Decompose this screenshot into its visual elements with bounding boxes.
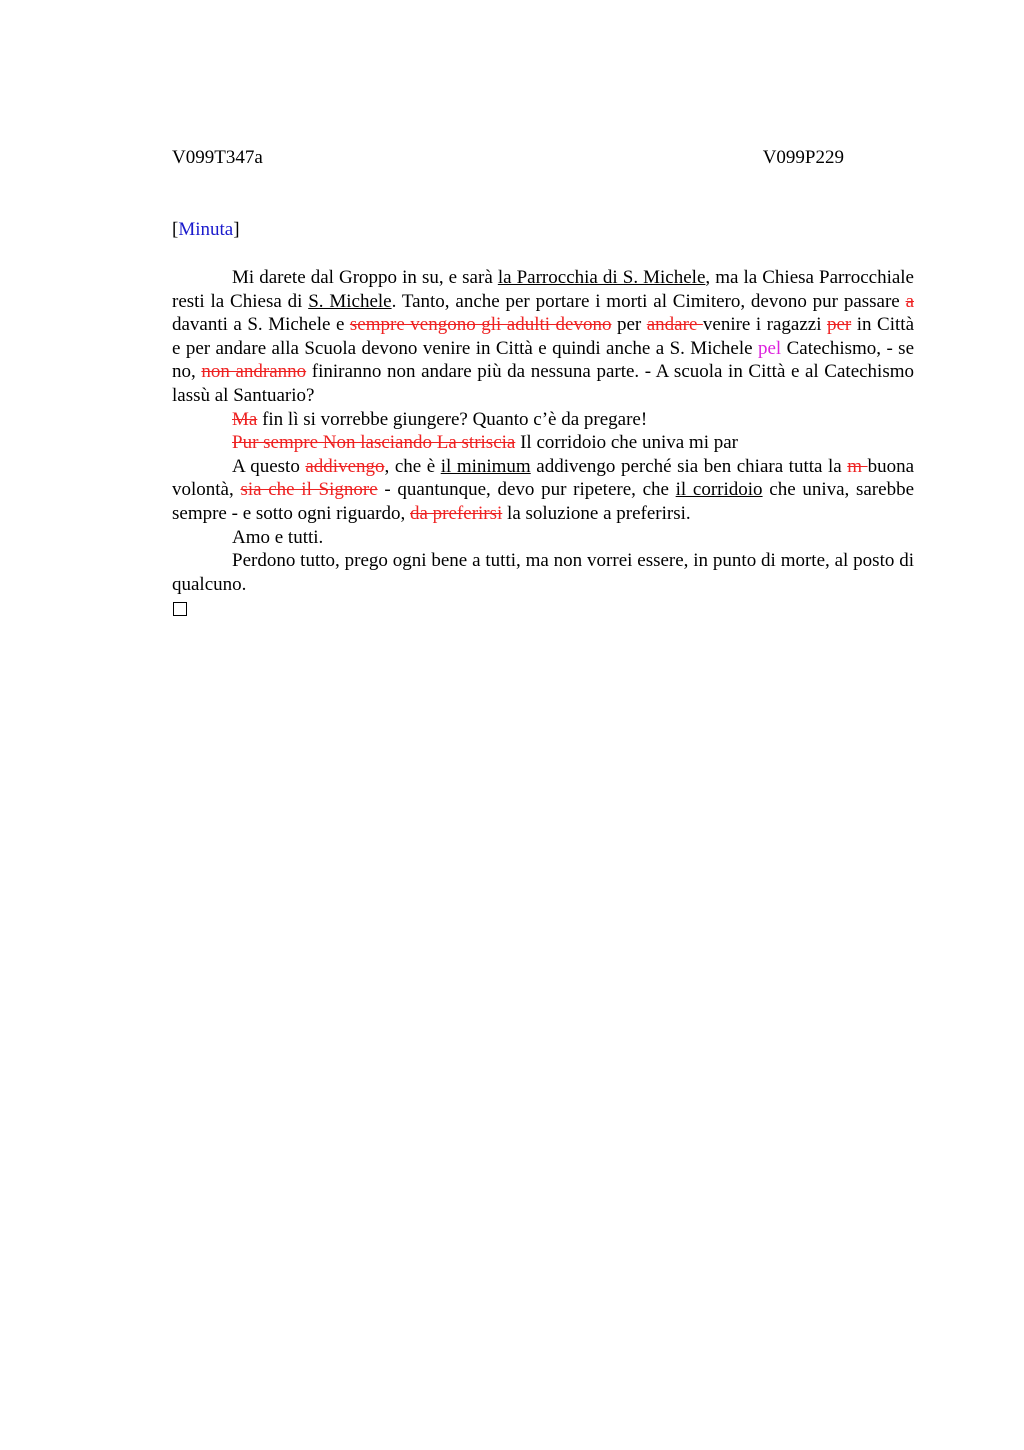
end-box-icon [173,602,187,616]
deleted-text: non andranno [201,361,307,383]
paragraph-2 [172,408,914,432]
text: buona volontà, [172,455,915,501]
text: , che è [384,455,441,477]
deleted-text: sia che il Signore [240,479,378,501]
text: , ma la Chiesa Parrocchiale resti la Chiesa di [172,267,914,312]
deleted-text: per [827,314,852,336]
deleted-text: da preferirsi [409,502,503,524]
text: per [611,314,647,336]
paragraph-5 [172,526,914,550]
deleted-text: Pur sempre Non lasciando La striscia [232,432,516,454]
text: Amo e tutti. [232,526,324,548]
bracket-open: [ [172,219,179,240]
inserted-text: pel [757,337,782,359]
underlined-text: S. Michele [308,290,392,312]
text: - quantunque, devo pur ripetere, che [377,479,676,501]
text: Mi darete dal Groppo in su, e sarà [232,267,498,288]
document-code-right: V099P229 [762,147,844,168]
underlined-text: la Parrocchia di S. Michele [497,267,706,288]
deleted-text: m [847,455,868,477]
page-header [172,146,844,170]
text: addivengo perché sia ben chiara tutta la [530,455,848,477]
text: la soluzione a preferirsi. [502,502,691,524]
draft-label [172,218,240,242]
deleted-text: Ma [232,408,258,430]
paragraph-1 [172,266,914,408]
paragraph-4 [172,455,914,526]
deleted-text: addivengo [305,455,385,477]
text: in Città e per andare alla Scuola devono venire in Città e quindi anche a S. Michele [172,314,914,359]
text: davanti a S. Michele e [172,314,350,336]
draft-label-word: Minuta [178,219,234,240]
paragraph-6 [172,549,914,596]
text: venire i ragazzi [702,314,827,336]
text: fin lì si vorrebbe giungere? Quanto c’è da pregare! [257,408,648,430]
deleted-text: a [905,290,914,312]
text: Il corridoio che univa mi par [515,432,738,454]
text: A questo [232,455,306,477]
text: Perdono tutto, prego ogni bene a tutti, ma non vorrei essere, in punto di morte, al posto di qualcuno. [172,550,914,595]
text: che univa, sarebbe sempre - e sotto ogni riguardo, [172,479,914,524]
underlined-text: il minimum [440,455,531,477]
document-code-left: V099T347a [172,147,263,168]
text: . Tanto, anche per portare i morti al Cimitero, devono pur passare [391,290,906,312]
deleted-text: andare [646,314,703,336]
deleted-text: sempre vengono gli adulti devono [349,314,612,336]
underlined-text: il corridoio [675,479,763,501]
text: finiranno non andare più da nessuna parte. - A scuola in Città e al Catechismo lassù al Santuario? [172,361,915,406]
document-body [172,266,914,616]
paragraph-3 [172,431,914,455]
text: Catechismo, - se no, [172,337,915,383]
bracket-close: ] [233,219,240,240]
